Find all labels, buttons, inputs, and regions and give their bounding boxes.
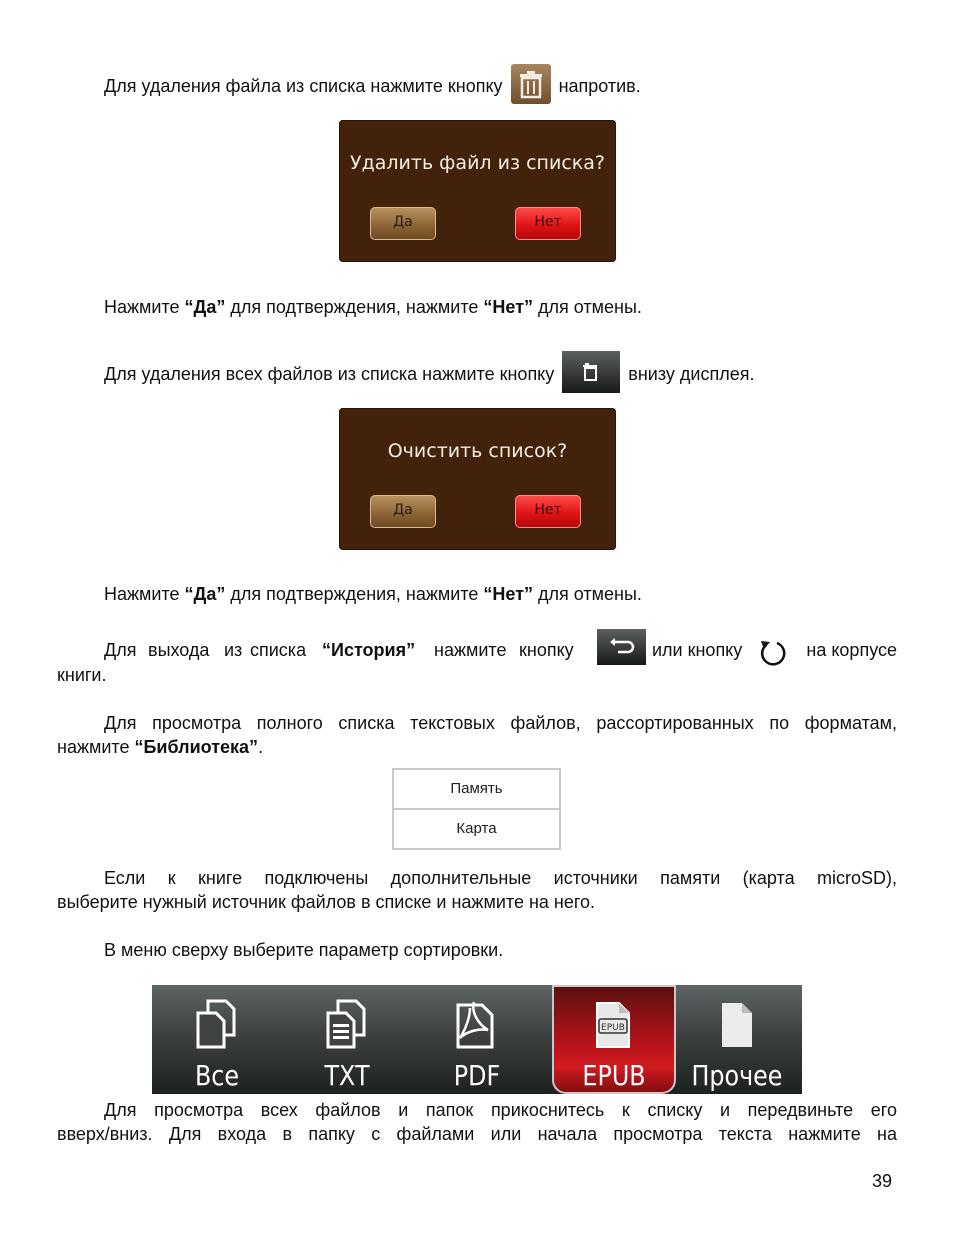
clear-list-icon: [562, 351, 620, 393]
text: кнопку: [519, 640, 574, 660]
text: Для удаления всех файлов из списка нажмите кнопку: [104, 363, 555, 384]
no-button[interactable]: Нет: [515, 207, 581, 240]
back-icon: [597, 629, 646, 665]
delete-file-dialog: [339, 120, 616, 262]
text: или кнопку: [652, 640, 743, 660]
tab-txt[interactable]: [282, 985, 412, 1094]
bold-text: “История”: [322, 640, 416, 660]
sort-menu-bar: [152, 985, 802, 1094]
no-button[interactable]: Нет: [515, 495, 581, 528]
tab-label: PDF: [453, 1059, 501, 1092]
paragraph-delete-file: [104, 67, 641, 107]
epub-badge-text: EPUB: [601, 1023, 625, 1033]
text: для отмены.: [533, 297, 642, 317]
paragraph-sources-line2: выберите нужный источник файлов в списке и нажмите на него.: [57, 892, 596, 912]
tab-label: EPUB: [582, 1059, 646, 1092]
bold-text: “Нет”: [483, 297, 534, 317]
refresh-icon: [758, 638, 788, 668]
paragraph-library-line1: Для просмотра полного списка текстовых файлов, рассортированных по форматам,: [104, 713, 897, 733]
text: напротив.: [558, 75, 641, 96]
page-number: 39: [872, 1171, 893, 1191]
text: для отмены.: [533, 584, 642, 604]
other-file-icon: [712, 999, 762, 1051]
tab-all[interactable]: [152, 985, 282, 1094]
storage-list: [392, 768, 561, 850]
paragraph-sort: В меню сверху выберите параметр сортировки.: [104, 940, 504, 960]
text: выхода: [148, 640, 210, 660]
text: для подтверждения, нажмите: [225, 584, 484, 604]
storage-item-memory[interactable]: Память: [450, 780, 503, 797]
paragraph-sources-line1: Если к книге подключены дополнительные источники памяти (карта microSD),: [104, 868, 897, 888]
tab-label: Прочее: [691, 1059, 783, 1092]
tab-other[interactable]: [672, 985, 802, 1094]
bold-text: “Библиотека”: [134, 737, 259, 757]
paragraph-clear-list: [104, 354, 754, 396]
tab-epub[interactable]: [549, 985, 679, 1094]
pdf-file-icon: [452, 999, 502, 1051]
text: Нажмите: [104, 297, 185, 317]
text: Для: [104, 640, 137, 660]
storage-item-card[interactable]: Карта: [394, 808, 559, 848]
bold-text: “Да”: [184, 297, 226, 317]
text: на корпусе: [806, 640, 897, 660]
text: Для удаления файла из списка нажмите кнопку: [104, 75, 503, 96]
tab-pdf[interactable]: [412, 985, 542, 1094]
tab-label: TXT: [324, 1059, 370, 1092]
confirm-paragraph-1: [104, 295, 642, 319]
confirm-paragraph-2: [104, 582, 642, 606]
text: для подтверждения, нажмите: [225, 297, 484, 317]
text: списка: [250, 640, 307, 660]
tab-label: Все: [194, 1059, 240, 1092]
text: нажмите: [434, 640, 507, 660]
all-files-icon: [192, 999, 242, 1051]
trash-icon: [511, 64, 551, 104]
epub-file-icon: [589, 999, 639, 1051]
bold-text: “Нет”: [483, 584, 534, 604]
bold-text: “Да”: [184, 584, 226, 604]
paragraph-library-line2: [57, 735, 263, 759]
dialog-title: Очистить список?: [387, 440, 568, 462]
text: из: [224, 640, 243, 660]
clear-list-dialog: [339, 408, 616, 550]
paragraph-exit-history-line2: книги.: [57, 665, 107, 685]
txt-file-icon: [322, 999, 372, 1051]
yes-button[interactable]: Да: [370, 495, 436, 528]
dialog-title: Удалить файл из списка?: [350, 152, 605, 174]
paragraph-browse-line1: Для просмотра всех файлов и папок прикоснитесь к списку и передвиньте его: [104, 1100, 897, 1120]
paragraph-browse-line2: вверх/вниз. Для входа в папку с файлами или начала просмотра текста нажмите на: [57, 1124, 897, 1144]
text: Нажмите: [104, 584, 185, 604]
text: внизу дисплея.: [628, 363, 755, 384]
text: .: [258, 737, 264, 757]
text: нажмите: [57, 737, 135, 757]
yes-button[interactable]: Да: [370, 207, 436, 240]
